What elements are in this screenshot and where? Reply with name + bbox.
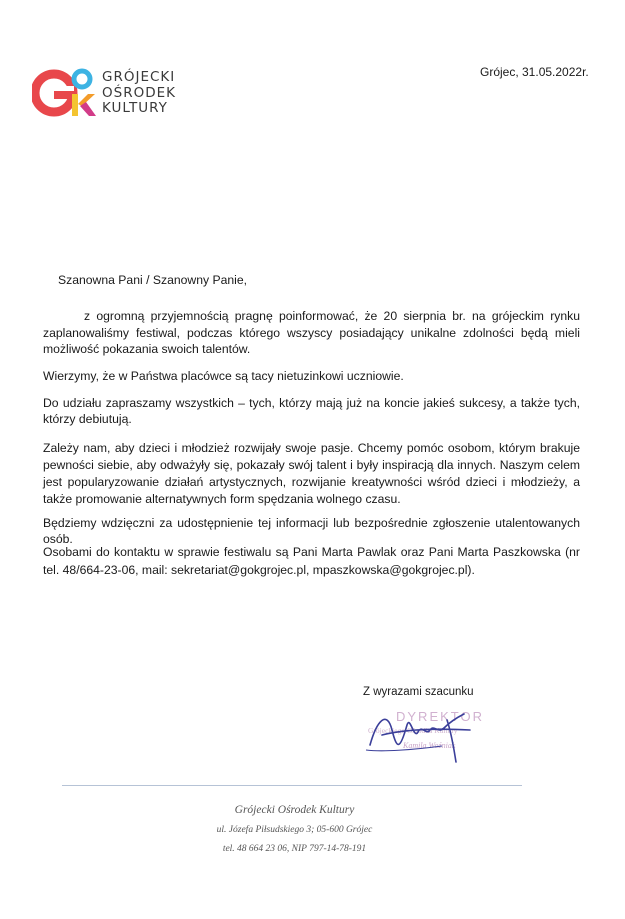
logo-line-2: OŚRODEK (102, 84, 176, 101)
paragraph-1 (43, 296, 580, 370)
salutation: Szanowna Pani / Szanowny Panie, (58, 273, 248, 287)
logo-line-1: GRÓJECKI (102, 69, 176, 85)
logo-line-3: KULTURY (102, 100, 168, 116)
logo-wordmark (102, 70, 176, 117)
logo-mark (35, 71, 96, 116)
paragraph-1-text: z ogromną przyjemnością pragnę poinformować, że 20 sierpnia br. na grójeckim rynku zaplanowaliśmy festiwal, podczas którego wszyscy posiadający unikalne zdolności będą mieli możliwość pokazania swoich talentów. (43, 309, 580, 357)
paragraph-5: Będziemy wdzięczni za udostępnienie tej informacji lub bezpośrednie zgłoszenie utalentowanych osób. (43, 516, 580, 546)
footer-contact: tel. 48 664 23 06, NIP 797-14-78-191 (222, 844, 367, 854)
stamp-organization: Grójeckiego Ośrodka Kultury (368, 726, 458, 735)
stamp-name: Kamila Woźniak (403, 741, 456, 750)
closing-phrase: Z wyrazami szacunku (363, 686, 474, 698)
footer-address: ul. Józefa Piłsudskiego 3; 05-600 Grójec (216, 825, 373, 835)
paragraph-4: Zależy nam, aby dzieci i młodzież rozwijały swoje pasje. Chcemy pomóc osobom, którym brakuje pewności siebie, aby odważyły się, pokazały swój talent i były inspiracją dla innych. Naszym celem jest popularyzowanie działań artystycznych, rozwijanie kreatywności wśród dzieci i młodzieży, a także promowanie alternatywnych form spędzania wolnego czasu. (43, 441, 580, 506)
stamp-title: DYREKTOR (396, 709, 484, 724)
footer-divider (62, 785, 522, 786)
footer-organization: Grójecki Ośrodek Kultury (234, 804, 355, 816)
handwritten-signature (352, 700, 492, 768)
paragraph-6: Osobami do kontaktu w sprawie festiwalu są Pani Marta Pawlak oraz Pani Marta Paszkowska (nr tel. 48/664-23-06, mail: sekretariat@gokgrojec.pl, mpaszkowska@gokgrojec.pl). (43, 545, 580, 577)
paragraph-3: Do udziału zapraszamy wszystkich – tych, którzy mają już na koncie jakieś sukcesy, a także tych, którzy debiutują. (43, 396, 580, 426)
letter-date: Grójec, 31.05.2022r. (480, 65, 589, 79)
paragraph-2: Wierzymy, że w Państwa placówce są tacy nietuzinkowi uczniowie. (43, 369, 404, 383)
